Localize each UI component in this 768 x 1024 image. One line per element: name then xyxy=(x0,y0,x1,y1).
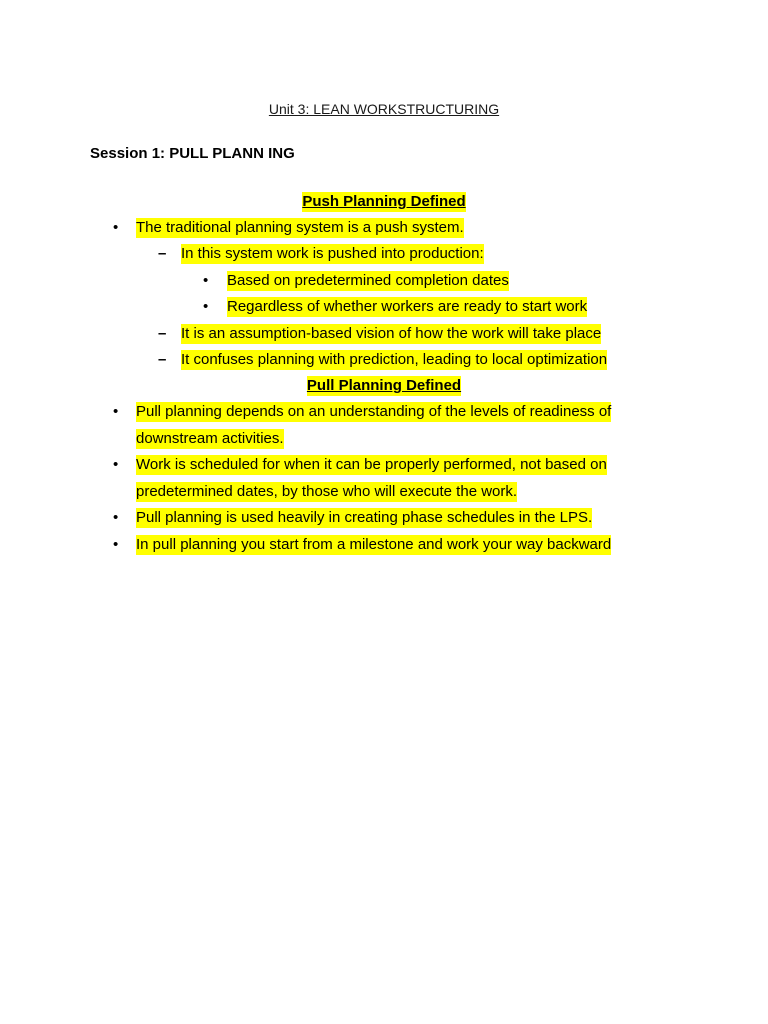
dash-marker: – xyxy=(158,245,167,262)
list-item-text: Pull planning is used heavily in creating phase schedules in the LPS. xyxy=(136,509,593,526)
list-item-text: It confuses planning with prediction, leading to local optimization xyxy=(181,351,608,368)
push-item-2 xyxy=(181,244,484,264)
bullet-marker: • xyxy=(203,298,209,315)
session-title: Session 1: PULL PLANN ING xyxy=(90,145,295,162)
push-item-6 xyxy=(181,350,607,370)
list-item-text: Pull planning depends on an understanding of the levels of readiness of xyxy=(136,403,612,420)
pull-item-3 xyxy=(136,508,592,528)
push-item-3 xyxy=(227,271,509,291)
bullet-marker: • xyxy=(113,403,119,420)
pull-item-2-cont xyxy=(136,482,517,502)
pull-item-1 xyxy=(136,402,611,422)
list-item-text: In pull planning you start from a milestone and work your way backward xyxy=(136,536,612,553)
bullet-marker: • xyxy=(113,219,119,236)
unit-title: Unit 3: LEAN WORKSTRUCTURING xyxy=(268,101,500,117)
push-heading-text: Push Planning Defined xyxy=(302,193,466,210)
push-item-5 xyxy=(181,324,601,344)
dash-marker: – xyxy=(158,325,167,342)
push-item-4 xyxy=(227,297,587,317)
list-item-text: Work is scheduled for when it can be properly performed, not based on xyxy=(136,456,607,473)
dash-marker: – xyxy=(158,351,167,368)
bullet-marker: • xyxy=(113,456,119,473)
bullet-marker: • xyxy=(203,272,209,289)
list-item-text: It is an assumption-based vision of how the work will take place xyxy=(181,325,602,342)
bullet-marker: • xyxy=(113,509,119,526)
push-item-1 xyxy=(136,218,464,238)
pull-heading-text: Pull Planning Defined xyxy=(306,377,462,394)
list-item-text: The traditional planning system is a push system. xyxy=(136,219,464,236)
list-item-text: Regardless of whether workers are ready to start work xyxy=(227,298,588,315)
pull-item-4 xyxy=(136,535,611,555)
pull-heading xyxy=(0,376,768,396)
pull-item-1-cont xyxy=(136,429,284,449)
list-item-text: predetermined dates, by those who will execute the work. xyxy=(136,483,518,500)
push-heading xyxy=(0,192,768,212)
list-item-text: Based on predetermined completion dates xyxy=(227,272,509,289)
bullet-marker: • xyxy=(113,536,119,553)
list-item-text: downstream activities. xyxy=(136,430,284,447)
pull-item-2 xyxy=(136,455,607,475)
list-item-text: In this system work is pushed into production: xyxy=(181,245,484,262)
